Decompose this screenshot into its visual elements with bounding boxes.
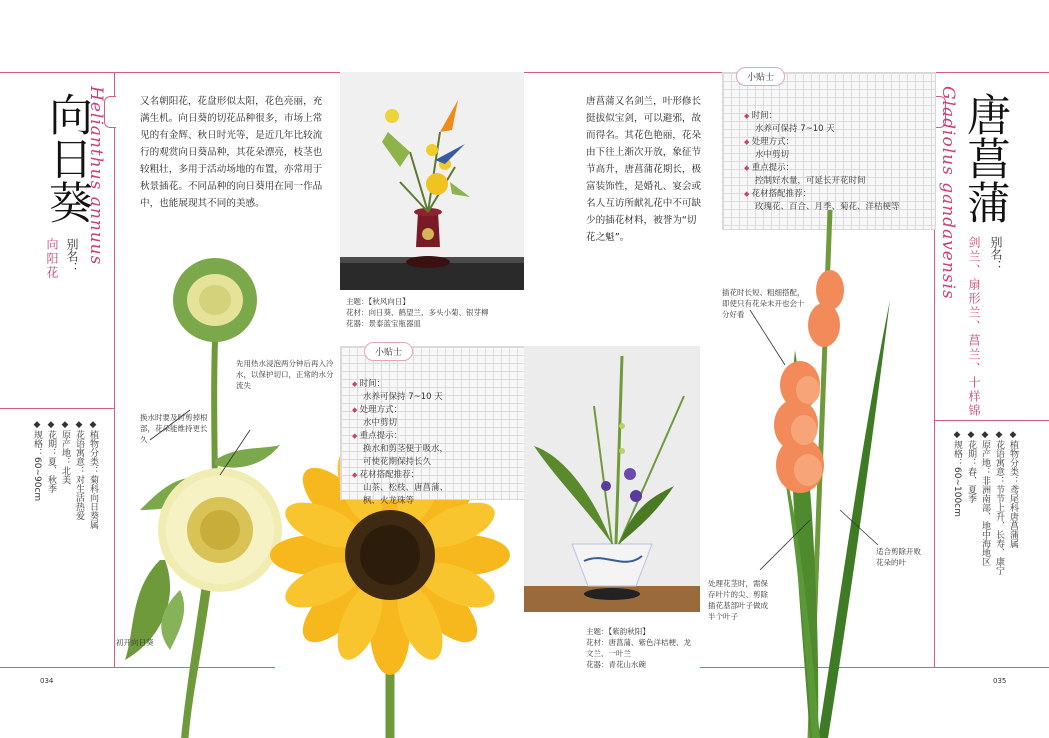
sunflower-description: 又名朝阳花，花盘形似太阳，花色亮丽，充满生机。向日葵的切花品种很多，市场上常见的有金辉、秋日时光等，是近几年比较流行的观赏向日葵品种，其花朵漂亮，枝茎也较粗壮，多用于活动场地的布置，亦常用于秋景插花。不同品种的向日葵用在同一作品中，也能展现其不同的美感。 <box>140 96 323 209</box>
gladiolus-info <box>950 430 1020 580</box>
gladiolus-note-3: 处理花茎时，需保存叶片的尖、剪除插花基部叶子做成半个叶子 <box>708 579 768 621</box>
page-number-left: 034 <box>40 677 54 685</box>
tip-list-sunflower <box>352 378 448 508</box>
sunflower-note-1: 先用热水浸泡两分钟后再入冷水，以保护切口，正常的水分流失 <box>236 359 334 390</box>
page-number-right: 035 <box>993 677 1007 685</box>
gladiolus-title: 唐菖蒲 <box>959 92 1010 224</box>
tip-line: ◆ 花材搭配推荐： <box>744 188 900 201</box>
sunflower-latin-name: Helianthus annuus <box>86 86 106 266</box>
arrangement-2-caption: 主题：【紫韵秋阳】 花材：唐菖蒲、紫色洋桔梗、龙文兰、一叶兰 花器：青花山水碗 <box>586 627 691 669</box>
info-line: ◆植物分类：鸢尾科唐菖蒲属 <box>1008 430 1018 548</box>
info-line: ◆花语寓意：节节上升、长寿、康宁 <box>994 430 1004 575</box>
arrangement-1-caption: 主题：【秋风向日】 花材：向日葵、鹤望兰、多头小菊、银芽柳 花器：景泰蓝宝瓶器皿 <box>346 297 489 328</box>
info-line: ◆植物分类：菊科向日葵属 <box>88 420 98 529</box>
tip-line: ◆ 时间： <box>744 110 900 123</box>
sunflower-alias: 向阳花 <box>45 238 59 280</box>
left-border <box>114 72 115 667</box>
tip-title-gladiolus: 小贴士 <box>736 67 785 86</box>
photo-label-first-bloom: 初开向日葵 <box>116 638 154 647</box>
tip-line: ◆ 处理方式： <box>352 404 448 417</box>
sunflower-info <box>30 420 100 560</box>
tip-line: 水养可保持 7~10 天 <box>755 124 835 134</box>
gladiolus-alias-label: 别名： <box>989 236 1003 272</box>
gladiolus-note-1: 插花时长短、粗细搭配，即使只有花朵未开也会十分好看 <box>722 288 805 319</box>
sunflower-title: 向日葵 <box>41 92 92 224</box>
info-line: ◆规格：60~100cm <box>952 430 962 517</box>
gladiolus-illustration <box>700 200 934 738</box>
info-line: ◆花期：春、夏季 <box>966 430 976 503</box>
tip-line: ◆ 花材搭配推荐： <box>352 469 448 482</box>
arrangement-photo-gladiolus <box>524 346 700 612</box>
tip-line: ◆ 重点提示： <box>352 430 448 443</box>
tip-line: ◆ 处理方式： <box>744 136 900 149</box>
sunflower-note-2: 换水时要及时剪掉根部，花朵能维持更长久 <box>140 413 208 444</box>
top-rule-left <box>0 72 340 73</box>
tip-line: 换水和剪茎便于吸水， <box>363 444 449 454</box>
sunflower-alias-label: 别名： <box>65 238 79 274</box>
info-line: ◆原产地：非洲南部、地中海地区 <box>980 430 990 566</box>
top-rule-right <box>934 72 1049 73</box>
tip-line: 枫、火龙珠等 <box>363 496 415 506</box>
tip-list-gladiolus <box>744 110 900 214</box>
tip-line: 可使花期保持长久 <box>363 457 432 467</box>
gladiolus-latin-name: Gladiolus gandavensis <box>938 86 958 300</box>
pale-sunflower <box>158 468 282 592</box>
left-info-rule <box>0 408 114 409</box>
gladiolus-alias: 剑兰、扇形兰、菖兰、十样锦 <box>967 236 981 418</box>
tip-line: 水养可保持 7~10 天 <box>363 392 443 402</box>
tip-line: ◆ 重点提示： <box>744 162 900 175</box>
info-line: ◆花期：夏、秋季 <box>46 420 56 493</box>
tip-line: 山茶、松枝、唐菖蒲、 <box>363 483 449 493</box>
tip-line: 控制好水量，可延长开花时间 <box>755 176 866 186</box>
tip-line: 玫瑰花、百合、月季、菊花、洋桔梗等 <box>755 202 900 212</box>
gladiolus-description: 唐菖蒲又名剑兰，叶形修长挺拔似宝剑，可以避邪，故而得名。其花色艳丽，花朵由下往上渐次开放，象征节节高升，唐菖蒲花期长，极富装饰性，是婚礼、宴会或名人互访所献礼花中不可缺少的插花材料，被誉为“切花之魁”。 <box>586 96 702 243</box>
top-rule-mid <box>524 72 724 73</box>
arrangement-photo-sunflower <box>340 72 524 290</box>
right-info-rule <box>934 420 1049 421</box>
info-line: ◆规格：60~90cm <box>32 420 42 502</box>
tip-line: ◆ 时间： <box>352 378 448 391</box>
tip-line: 水中剪切 <box>755 150 790 160</box>
gladiolus-note-2: 适合剪除开败花朵的叶 <box>876 547 921 567</box>
info-line: ◆花语寓意：对生活热爱 <box>74 420 84 520</box>
tip-title-sunflower: 小贴士 <box>364 342 413 361</box>
tip-line: 水中剪切 <box>363 418 398 428</box>
info-line: ◆原产地：北美 <box>60 420 70 484</box>
